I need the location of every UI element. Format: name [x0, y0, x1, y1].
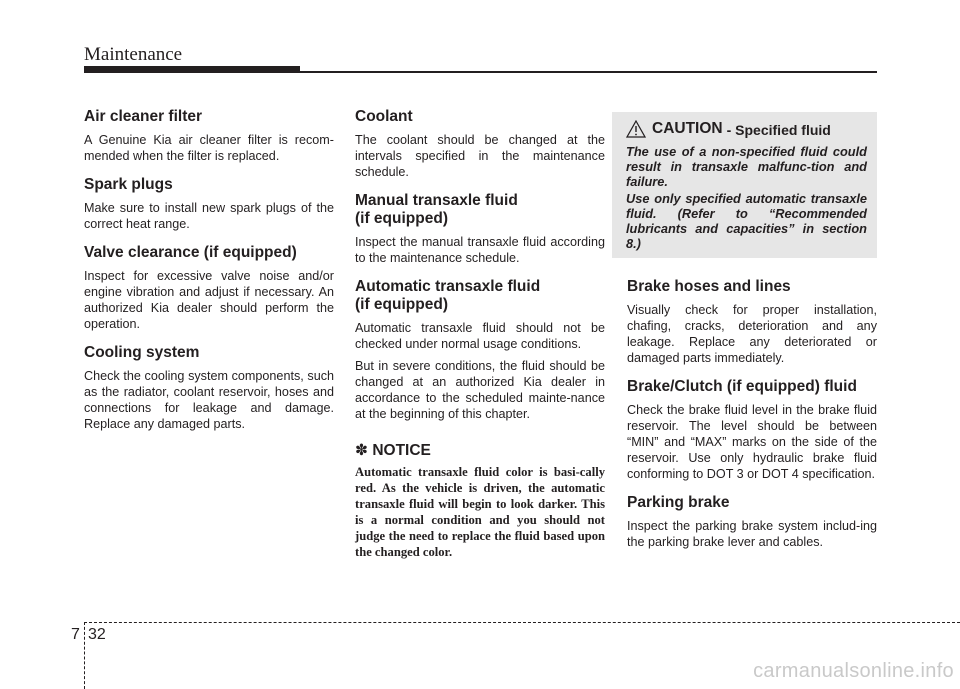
heading-line-2: (if equipped): [355, 210, 448, 227]
section-text-brake-hoses: Visually check for proper installation, chafing, cracks, deterioration and any leakage. Replace any deteriorated or damaged parts immediately.: [627, 303, 877, 365]
warning-triangle-icon: [626, 120, 646, 138]
section-text-automatic-transaxle-2: But in severe conditions, the fluid should be changed at an authorized Kia dealer in accordance to the scheduled mainte-nance at the beginning of this chapter.: [355, 359, 605, 421]
footer-rule: [84, 622, 960, 623]
caution-text-2: Use only specified automatic transaxle fluid. (Refer to “Recommended lubricants and capacities” in section 8.): [626, 191, 867, 251]
section-text-spark-plugs: Make sure to install new spark plugs of the correct heat range.: [84, 201, 334, 231]
section-heading-manual-transaxle: [355, 192, 605, 228]
section-heading-brake-fluid: Brake/Clutch (if equipped) fluid: [627, 378, 857, 395]
page-header-title: Maintenance: [84, 44, 183, 65]
section-heading-valve-clearance: Valve clearance (if equipped): [84, 244, 297, 261]
watermark: carmanualsonline.info: [753, 660, 954, 682]
section-heading-parking-brake: Parking brake: [627, 494, 730, 511]
section-text-brake-fluid: Check the brake fluid level in the brake fluid reservoir. The level should be between “MIN” and “MAX” marks on the side of the reservoir. Use only hydraulic brake fluid conforming to DOT 3 or DOT 4 specification.: [627, 403, 877, 481]
caution-text-1: The use of a non-specified fluid could result in transaxle malfunc-tion and failure.: [626, 144, 867, 189]
section-text-parking-brake: Inspect the parking brake system includ-ing the parking brake lever and cables.: [627, 519, 877, 549]
section-heading-air-cleaner: Air cleaner filter: [84, 108, 203, 125]
caution-heading: [626, 120, 867, 138]
header-bar: [84, 66, 300, 73]
section-heading-brake-hoses: Brake hoses and lines: [627, 278, 791, 295]
caution-subtitle: - Specified fluid: [726, 122, 831, 138]
heading-line-2: (if equipped): [355, 296, 448, 313]
section-heading-cooling-system: Cooling system: [84, 344, 200, 361]
section-heading-coolant: Coolant: [355, 108, 413, 125]
notice-star-icon: ✽: [355, 442, 368, 459]
caution-label: CAUTION: [652, 120, 723, 137]
notice-label: NOTICE: [372, 442, 431, 459]
section-text-cooling-system: Check the cooling system components, such as the radiator, coolant reservoir, hoses and connections for leakage and damage. Replace any damaged parts.: [84, 369, 334, 431]
column-right: [627, 278, 877, 562]
section-text-air-cleaner: A Genuine Kia air cleaner filter is recom-mended when the filter is replaced.: [84, 133, 334, 163]
chapter-number: 7: [71, 626, 80, 643]
section-text-coolant: The coolant should be changed at the intervals specified in the maintenance schedule.: [355, 133, 605, 179]
section-heading-automatic-transaxle: [355, 278, 605, 314]
column-left: [84, 108, 334, 444]
header-rule: [300, 71, 877, 73]
notice-text: Automatic transaxle fluid color is basi-cally red. As the vehicle is driven, the automatic transaxle fluid will begin to look darker. This is a normal condition and you should not judge the need to replace the fluid based upon the changed color.: [355, 465, 605, 559]
notice-heading: [355, 442, 605, 460]
page-number: 32: [88, 626, 106, 643]
section-text-valve-clearance: Inspect for excessive valve noise and/or engine vibration and adjust if necessary. An authorized Kia dealer should perform the operation.: [84, 269, 334, 331]
heading-line-1: Automatic transaxle fluid: [355, 278, 541, 295]
section-text-manual-transaxle: Inspect the manual transaxle fluid according to the maintenance schedule.: [355, 235, 605, 265]
footer-divider: [84, 622, 85, 689]
section-heading-spark-plugs: Spark plugs: [84, 176, 173, 193]
caution-box: [612, 112, 877, 258]
section-text-automatic-transaxle-1: Automatic transaxle fluid should not be checked under normal usage conditions.: [355, 321, 605, 351]
column-middle: [355, 108, 605, 572]
heading-line-1: Manual transaxle fluid: [355, 192, 518, 209]
